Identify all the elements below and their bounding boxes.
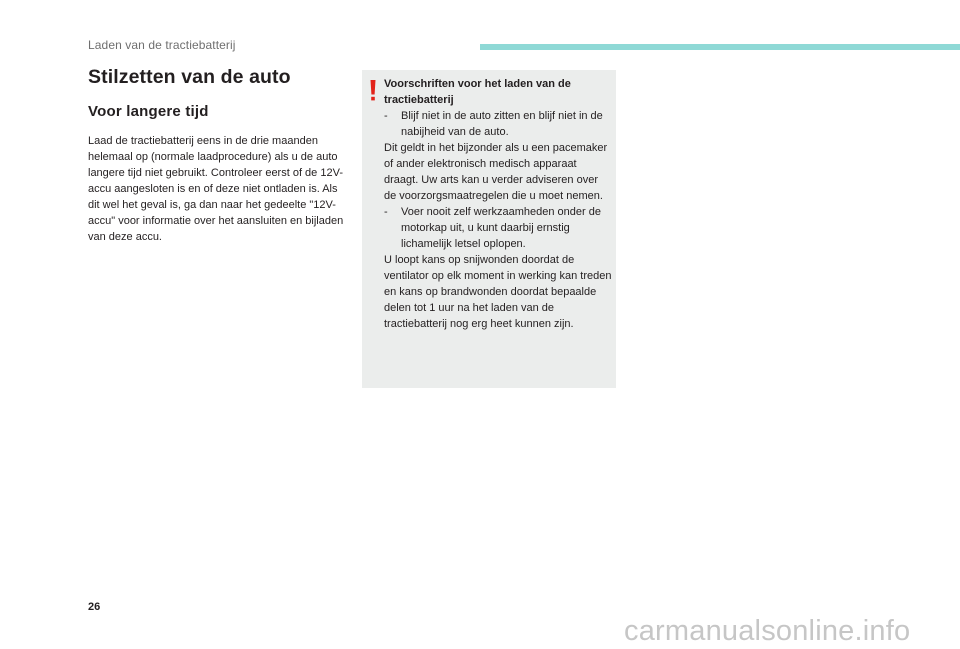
watermark: carmanualsonline.info — [624, 615, 911, 647]
warning-heading: Voorschriften voor het laden van de tractiebatterij — [384, 78, 571, 106]
bullet-dash: - — [384, 206, 388, 218]
page-number: 26 — [88, 601, 101, 613]
warning-list-item — [384, 204, 612, 252]
chapter-title: Laden van de tractiebatterij — [88, 38, 236, 52]
subsection-title: Voor langere tijd — [88, 103, 209, 120]
bullet-dash: - — [384, 110, 388, 122]
header-accent-bar — [480, 44, 960, 50]
exclamation-icon — [369, 80, 377, 102]
warning-list-item-text: Voer nooit zelf werkzaamheden onder de motorkap uit, u kunt daarbij ernstig lichamelijk letsel oplopen. — [401, 206, 601, 250]
warning-list-item-text: Blijf niet in de auto zitten en blijf niet in de nabijheid van de auto. — [401, 110, 603, 138]
warning-paragraph: U loopt kans op snijwonden doordat de ventilator op elk moment in werking kan treden en kans op brandwonden doordat bepaalde delen tot 1 uur na het laden van de tractiebatterij nog erg heet kunnen zijn. — [384, 254, 612, 330]
warning-content — [384, 76, 612, 332]
warning-paragraph: Dit geldt in het bijzonder als u een pacemaker of ander elektronisch medisch apparaat draagt. Uw arts kan u verder adviseren over de voorzorgsmaatregelen die u moet nemen. — [384, 142, 608, 202]
warning-box — [362, 70, 616, 388]
section-title: Stilzetten van de auto — [88, 66, 291, 88]
warning-list-item — [384, 108, 612, 140]
body-paragraph: Laad de tractiebatterij eens in de drie maanden helemaal op (normale laadprocedure) als u de auto langere tijd niet gebruikt. Controleer eerst of de 12V-accu aangesloten is en of deze niet ontladen is. Als dit wel het geval is, ga dan naar het gedeelte "12V-accu" voor informatie over het aansluiten en bijladen van deze accu. — [88, 135, 344, 243]
